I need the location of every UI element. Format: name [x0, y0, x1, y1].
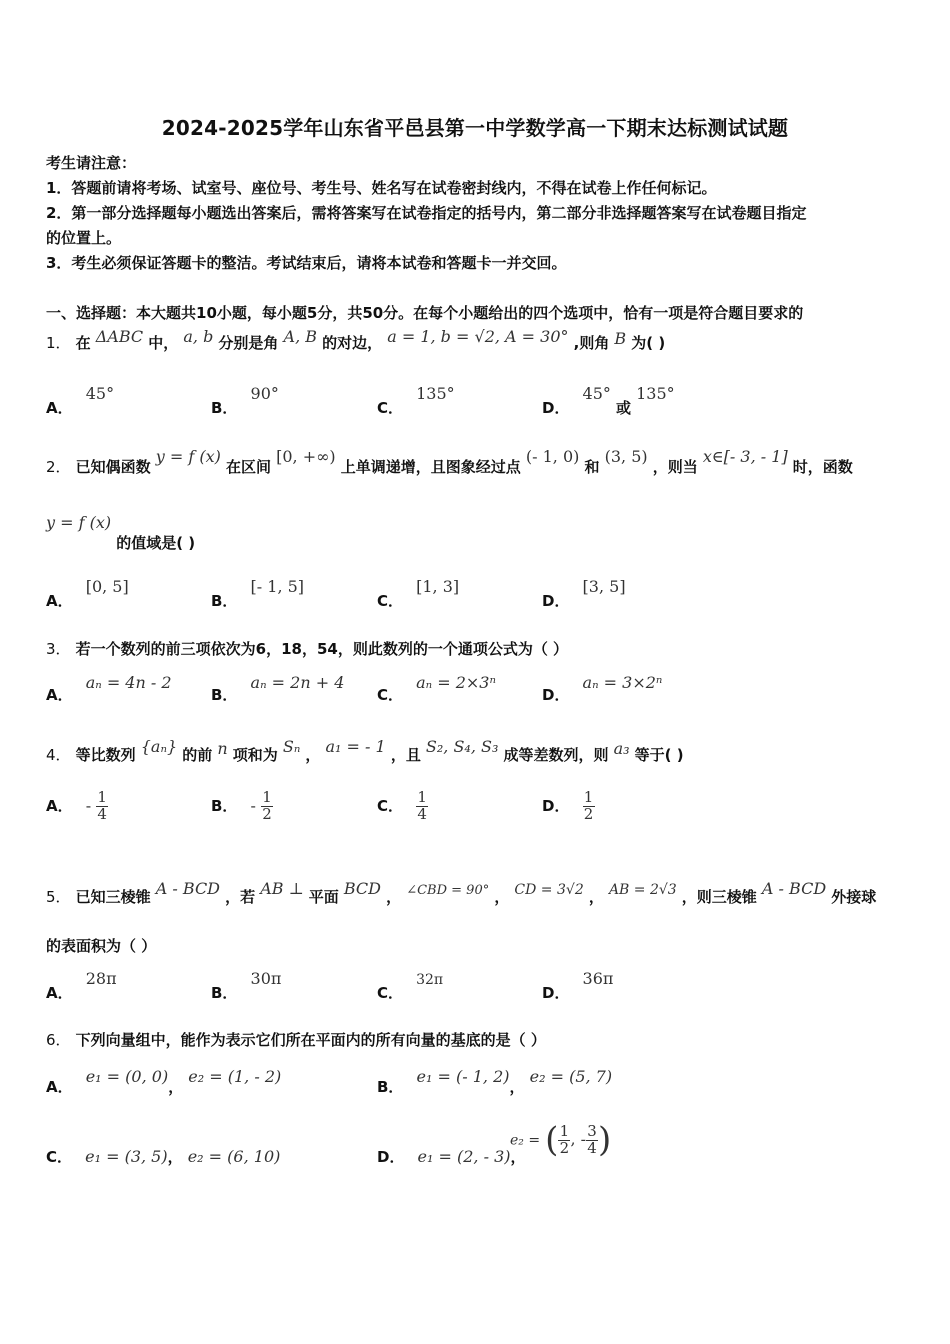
- option-value: aₙ = 3×2ⁿ: [582, 673, 663, 692]
- option-value: 135°: [416, 384, 455, 403]
- notice-heading: 考生请注意：: [46, 154, 137, 172]
- option-vector-1: e₁ = (- 1, 2): [416, 1067, 510, 1086]
- option-label: B．: [211, 796, 238, 815]
- page-title: 2024-2025学年山东省平邑县第一中学数学高一下期末达标测试试题: [161, 116, 789, 140]
- option-label: A．: [46, 1078, 73, 1096]
- q1-math-2: a, b: [183, 327, 214, 346]
- option-label: C．: [377, 984, 404, 1002]
- q1-text-1: 在: [75, 334, 91, 352]
- q5-option-d: [542, 968, 614, 1002]
- option-label: C．: [46, 1148, 73, 1166]
- option-vector-1: e₁ = (3, 5): [85, 1147, 168, 1166]
- q4-math-6: a₃: [613, 739, 630, 758]
- option-vector-2: e₂ = (5, 7): [529, 1067, 613, 1086]
- option-fraction-2: [586, 1121, 598, 1157]
- option-value: [1, 3]: [416, 577, 460, 596]
- q1-text-6: 为( ): [631, 334, 666, 352]
- notice-item-3: 3．考生必须保证答题卡的整洁。考试结束后，请将本试卷和答题卡一并交回。: [46, 254, 567, 272]
- option-value: 45°: [582, 384, 611, 403]
- q5-math-7: A - BCD: [761, 879, 827, 898]
- q1-text-2: 中，: [148, 334, 179, 352]
- q2-text-3: 上单调递增，且图象经过点: [340, 458, 521, 476]
- q5-text-1: 已知三棱锥: [75, 888, 151, 906]
- q2-math-4: (3, 5): [604, 447, 648, 466]
- q5-math-4: ∠CBD = 90°: [406, 883, 490, 898]
- option-value: aₙ = 2×3ⁿ: [416, 673, 496, 692]
- option-join: 或: [616, 399, 632, 417]
- q6-option-b: [377, 1066, 613, 1096]
- q1-option-c: [377, 383, 455, 417]
- option-label: D．: [377, 1148, 405, 1166]
- question-number: 6．: [46, 1031, 71, 1049]
- q2-option-a: [46, 576, 129, 610]
- q1-text-5: ,则角: [573, 334, 610, 352]
- q5-math-6: AB = 2√3: [608, 882, 677, 898]
- option-label: B．: [211, 984, 238, 1002]
- question-2-cont: [46, 513, 196, 552]
- question-4: [46, 737, 684, 765]
- option-value: 36π: [582, 969, 614, 988]
- q2-option-b: [211, 576, 305, 610]
- option-value: [3, 5]: [582, 577, 626, 596]
- q4-math-1: {aₙ}: [140, 737, 178, 756]
- q4-math-3: Sₙ: [282, 737, 301, 756]
- option-fraction: [96, 790, 108, 823]
- q4-option-a: [46, 790, 108, 823]
- option-vector-1: e₁ = (2, - 3): [417, 1147, 511, 1166]
- option-value: [- 1, 5]: [250, 577, 305, 596]
- option-label: C．: [377, 399, 404, 417]
- option-value: [0, 5]: [85, 577, 129, 596]
- q2-text-6: 时，函数: [792, 458, 853, 476]
- question-number: 4．: [46, 746, 71, 764]
- option-comma: ，: [510, 1148, 526, 1166]
- q5-text-7: ，则三棱锥: [681, 888, 757, 906]
- q5-text-6: ，: [588, 888, 604, 906]
- q1-text-4: 的对边，: [322, 334, 383, 352]
- option-label: B．: [211, 592, 238, 610]
- fraction-denominator: 4: [587, 1138, 597, 1157]
- q1-option-b: [211, 383, 279, 417]
- option-comma: ，: [167, 1148, 183, 1166]
- q1-math-1: ΔABC: [95, 327, 144, 346]
- option-value: aₙ = 4n - 2: [85, 673, 172, 692]
- q6-option-c: [46, 1146, 280, 1167]
- option-label: C．: [377, 796, 404, 815]
- q5-math-1: A - BCD: [155, 879, 221, 898]
- q5-option-b: [211, 968, 282, 1002]
- q4-text-6: 成等差数列，则: [503, 746, 609, 764]
- q5-text-5: ，: [494, 888, 510, 906]
- q5-text-8: 外接球: [831, 888, 877, 906]
- option-value: 45°: [85, 384, 115, 403]
- question-number: 2．: [46, 458, 71, 476]
- option-comma: ，: [509, 1078, 525, 1096]
- question-5-cont: 的表面积为（ ）: [46, 937, 157, 955]
- fraction-numerator: 3: [587, 1121, 597, 1140]
- q1-math-5: B: [614, 329, 627, 348]
- q3-option-a: [46, 672, 172, 704]
- fraction-numerator: 1: [262, 788, 272, 806]
- q5-text-3: 平面: [308, 888, 339, 906]
- option-vector-1: e₁ = (0, 0): [85, 1067, 169, 1086]
- q4-math-4: a₁ = - 1: [325, 737, 386, 756]
- q6-text: 下列向量组中，能作为表示它们所在平面内的所有向量的基底的是（ ）: [75, 1031, 546, 1049]
- option-value: 30π: [250, 969, 282, 988]
- option-vector-2: e₂ = (1, - 2): [188, 1067, 282, 1086]
- q3-option-c: [377, 672, 496, 704]
- q6-option-a: [46, 1066, 282, 1096]
- q4-math-5: S₂, S₄, S₃: [425, 737, 499, 756]
- q6-option-d: [377, 1146, 526, 1167]
- option-label: D．: [542, 984, 570, 1002]
- q2-text-1: 已知偶函数: [75, 458, 151, 476]
- q5-option-a: [46, 968, 117, 1002]
- option-label: B．: [211, 686, 238, 704]
- q3-option-d: [542, 672, 663, 704]
- q1-text-3: 分别是角: [218, 334, 279, 352]
- q4-option-c: [377, 790, 428, 823]
- q2-math-2: [0, +∞): [276, 447, 336, 466]
- option-label: A．: [46, 399, 73, 417]
- fraction-numerator: 1: [559, 1121, 570, 1140]
- fraction-denominator: 4: [97, 804, 107, 823]
- notice-item-1: 1．答题前请将考场、试室号、座位号、考生号、姓名写在试卷密封线内，不得在试卷上作任何标记。: [46, 179, 717, 197]
- q4-option-d: [542, 790, 595, 823]
- q1-math-3: A, B: [283, 327, 317, 346]
- q2-math-6: y = f (x): [46, 513, 112, 532]
- option-label: D．: [542, 686, 570, 704]
- q4-text-7: 等于( ): [634, 746, 684, 764]
- option-fraction-1: [558, 1121, 570, 1157]
- q4-text-4: ，: [305, 746, 321, 764]
- question-6: [46, 1029, 546, 1050]
- q2-option-c: [377, 576, 460, 610]
- option-value: 32π: [416, 972, 444, 988]
- q5-option-c: [377, 968, 444, 1002]
- option-fraction: [416, 790, 428, 823]
- q2-math-3: (- 1, 0): [525, 447, 580, 466]
- question-1: [46, 327, 666, 353]
- q2-text-4: 和: [584, 458, 600, 476]
- q1-math-4: a = 1, b = √2, A = 30°: [387, 327, 569, 346]
- q5-math-3: BCD: [343, 879, 381, 898]
- option-fraction: [583, 790, 595, 823]
- question-3: [46, 638, 568, 659]
- fraction-denominator: 2: [262, 804, 272, 823]
- option-label: C．: [377, 592, 404, 610]
- q5-math-5: CD = 3√2: [514, 882, 584, 898]
- fraction-numerator: 1: [97, 788, 107, 806]
- option-value: 90°: [250, 384, 279, 403]
- fraction-numerator: 1: [583, 788, 594, 806]
- q2-math-1: y = f (x): [155, 447, 221, 466]
- q4-option-b: [211, 790, 273, 823]
- q6-option-d-vector-2: e₂ = ( $\frac{1}{2}$ , - $\frac{3}{4}$ ): [510, 1120, 612, 1160]
- option-vector-2-lhs: e₂ =: [510, 1132, 541, 1149]
- q4-text-2: 的前: [182, 746, 213, 764]
- fraction-numerator: 1: [417, 788, 427, 806]
- option-sign: -: [250, 795, 256, 815]
- option-value-extra: 135°: [636, 384, 675, 403]
- q1-option-a: [46, 383, 115, 417]
- q1-option-d: [542, 383, 675, 417]
- q3-option-b: [211, 672, 345, 704]
- q5-text-4: ，: [386, 888, 402, 906]
- option-sign: -: [85, 795, 92, 815]
- option-label: A．: [46, 686, 73, 704]
- option-label: C．: [377, 686, 404, 704]
- fraction-separator: , -: [570, 1129, 587, 1149]
- option-label: A．: [46, 796, 73, 815]
- option-label: B．: [377, 1078, 404, 1096]
- q2-text-5: ，则当: [652, 458, 698, 476]
- question-number: 5．: [46, 888, 71, 906]
- q5-math-2: AB ⊥: [260, 879, 304, 898]
- notice-item-2: 2．第一部分选择题每小题选出答案后，需将答案写在试卷指定的括号内，第二部分非选择题答案写在试卷题目指定: [46, 204, 807, 222]
- q4-text-5: ，且: [390, 746, 421, 764]
- option-label: D．: [542, 592, 570, 610]
- fraction-denominator: 2: [583, 804, 594, 823]
- q3-text: 若一个数列的前三项依次为6，18，54，则此数列的一个通项公式为（ ）: [75, 640, 569, 658]
- fraction-denominator: 4: [417, 804, 427, 823]
- option-label: D．: [542, 399, 570, 417]
- notice-item-2-cont: 的位置上。: [46, 229, 122, 247]
- option-label: B．: [211, 399, 238, 417]
- question-5: [46, 879, 877, 907]
- q4-text-3: 项和为: [232, 746, 278, 764]
- option-label: A．: [46, 984, 73, 1002]
- q2-math-5: x∈[- 3, - 1]: [702, 447, 788, 466]
- option-comma: ，: [168, 1078, 184, 1096]
- option-value: aₙ = 2n + 4: [250, 673, 345, 692]
- question-number: 3．: [46, 640, 71, 658]
- question-number: 1．: [46, 334, 71, 352]
- q5-text-2: ，若: [225, 888, 256, 906]
- q2-text-2: 在区间: [225, 458, 271, 476]
- option-fraction: [261, 790, 273, 823]
- option-label: D．: [542, 796, 570, 815]
- q4-math-2: n: [217, 739, 228, 758]
- q4-text-1: 等比数列: [75, 746, 136, 764]
- option-vector-2: e₂ = (6, 10): [187, 1147, 281, 1166]
- option-label: A．: [46, 592, 73, 610]
- q2-option-d: [542, 576, 626, 610]
- option-value: 28π: [85, 969, 117, 988]
- fraction-denominator: 2: [559, 1138, 570, 1157]
- section-heading: 一、选择题：本大题共10小题，每小题5分，共50分。在每个小题给出的四个选项中，恰有一项是符合题目要求的: [46, 304, 804, 322]
- question-2: [46, 447, 853, 477]
- q2-text-7: 的值域是( ): [116, 534, 196, 552]
